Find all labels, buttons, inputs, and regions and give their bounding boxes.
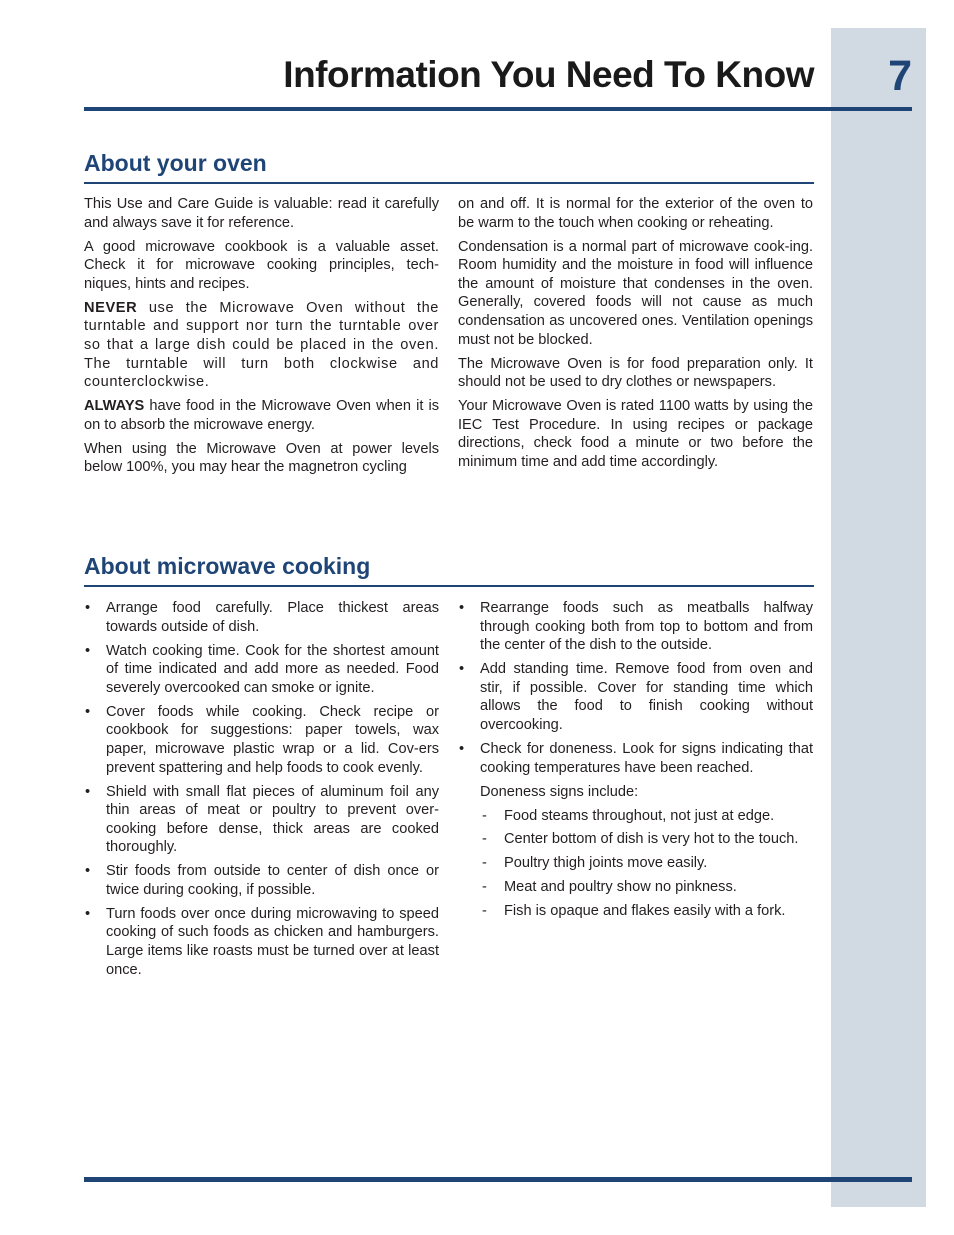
doneness-signs-list — [458, 807, 813, 922]
oven-paragraph-rating: Your Microwave Oven is rated 1100 watts by using the IEC Test Procedure. In using recipes or package directions, check food a minute or two before the minimum time and add time accordingly. — [458, 398, 813, 470]
cooking-tips-right — [458, 599, 813, 777]
oven-paragraph-never: NEVER use the Microwave Oven without the turntable and support nor turn the turntable over so that a large dish could be placed in the oven. The turntable will turn both clockwise and counterclockwise. — [84, 299, 439, 391]
cooking-tips-left — [84, 599, 439, 979]
list-item: • Check for doneness. Look for signs indicating that cooking temperatures have been reached. — [458, 740, 813, 777]
microwave-cooking-right-column — [458, 599, 813, 926]
doneness-sign: - Food steams throughout, not just at edge. — [458, 807, 813, 826]
footer-rule — [84, 1177, 912, 1182]
list-item: • Stir foods from outside to center of dish once or twice during cooking, if possible. — [84, 862, 439, 899]
list-item: • Watch cooking time. Cook for the shortest amount of time indicated and add more as needed. Food severely overcooked can smoke or ignite. — [84, 642, 439, 698]
page-title: Information You Need To Know — [283, 54, 814, 95]
doneness-sign: - Meat and poultry show no pinkness. — [458, 878, 813, 897]
section-heading-about-oven: About your oven — [84, 150, 267, 176]
oven-paragraph-2: A good microwave cookbook is a valuable asset. Check it for microwave cooking principles, tech-niques, hints and recipes. — [84, 238, 439, 292]
section-rule-about-oven — [84, 182, 814, 184]
list-item: • Cover foods while cooking. Check recipe or cookbook for suggestions: paper towels, wax paper, microwave plastic wrap or a lid. Cov-ers prevent spattering and help foods to cook evenly. — [84, 703, 439, 777]
list-item: • Rearrange foods such as meatballs halfway through cooking both from top to bottom and from the center of the dish to the outside. — [458, 599, 813, 655]
microwave-cooking-left-column — [84, 599, 439, 985]
about-oven-left-column — [84, 195, 439, 482]
doneness-sign: - Center bottom of dish is very hot to the touch. — [458, 830, 813, 849]
section-heading-microwave-cooking: About microwave cooking — [84, 553, 371, 579]
oven-paragraph-condensation: Condensation is a normal part of microwave cook-ing. Room humidity and the moisture in food will influence the amount of moisture that condenses in the oven. Generally, covered foods will not cause as much condensation as uncovered ones. Ventilation openings must not be blocked. — [458, 238, 813, 348]
list-item: • Shield with small flat pieces of aluminum foil any thin areas of meat or poultry to prevent over-cooking before dense, thick areas are cooked thoroughly. — [84, 783, 439, 857]
page-number: 7 — [888, 52, 912, 100]
doneness-sign: - Poultry thigh joints move easily. — [458, 854, 813, 873]
oven-paragraph-6: on and off. It is normal for the exterior of the oven to be warm to the touch when cooking or reheating. — [458, 196, 813, 231]
list-item: • Add standing time. Remove food from oven and stir, if possible. Cover for standing time which allows the food to finish cooking without overcooking. — [458, 660, 813, 734]
about-oven-right-column — [458, 195, 813, 477]
list-item: • Turn foods over once during microwaving to speed cooking of such foods as chicken and hamburgers. Large items like roasts must be turned over at least once. — [84, 905, 439, 979]
doneness-intro: Doneness signs include: — [480, 783, 639, 800]
side-tab — [831, 28, 926, 1207]
never-label: NEVER — [84, 299, 138, 316]
oven-paragraph-always: ALWAYS have food in the Microwave Oven when it is on to absorb the microwave energy. — [84, 398, 439, 433]
list-item: • Arrange food carefully. Place thickest areas towards outside of dish. — [84, 599, 439, 636]
section-rule-microwave-cooking — [84, 585, 814, 587]
oven-paragraph-1: This Use and Care Guide is valuable: read it carefully and always save it for reference. — [84, 196, 439, 231]
oven-paragraph-food-only: The Microwave Oven is for food preparation only. It should not be used to dry clothes or newspapers. — [458, 355, 813, 391]
header-rule — [84, 107, 912, 111]
oven-paragraph-5: When using the Microwave Oven at power levels below 100%, you may hear the magnetron cycling — [84, 440, 439, 476]
doneness-sign: - Fish is opaque and flakes easily with a fork. — [458, 902, 813, 921]
always-label: ALWAYS — [84, 398, 145, 415]
